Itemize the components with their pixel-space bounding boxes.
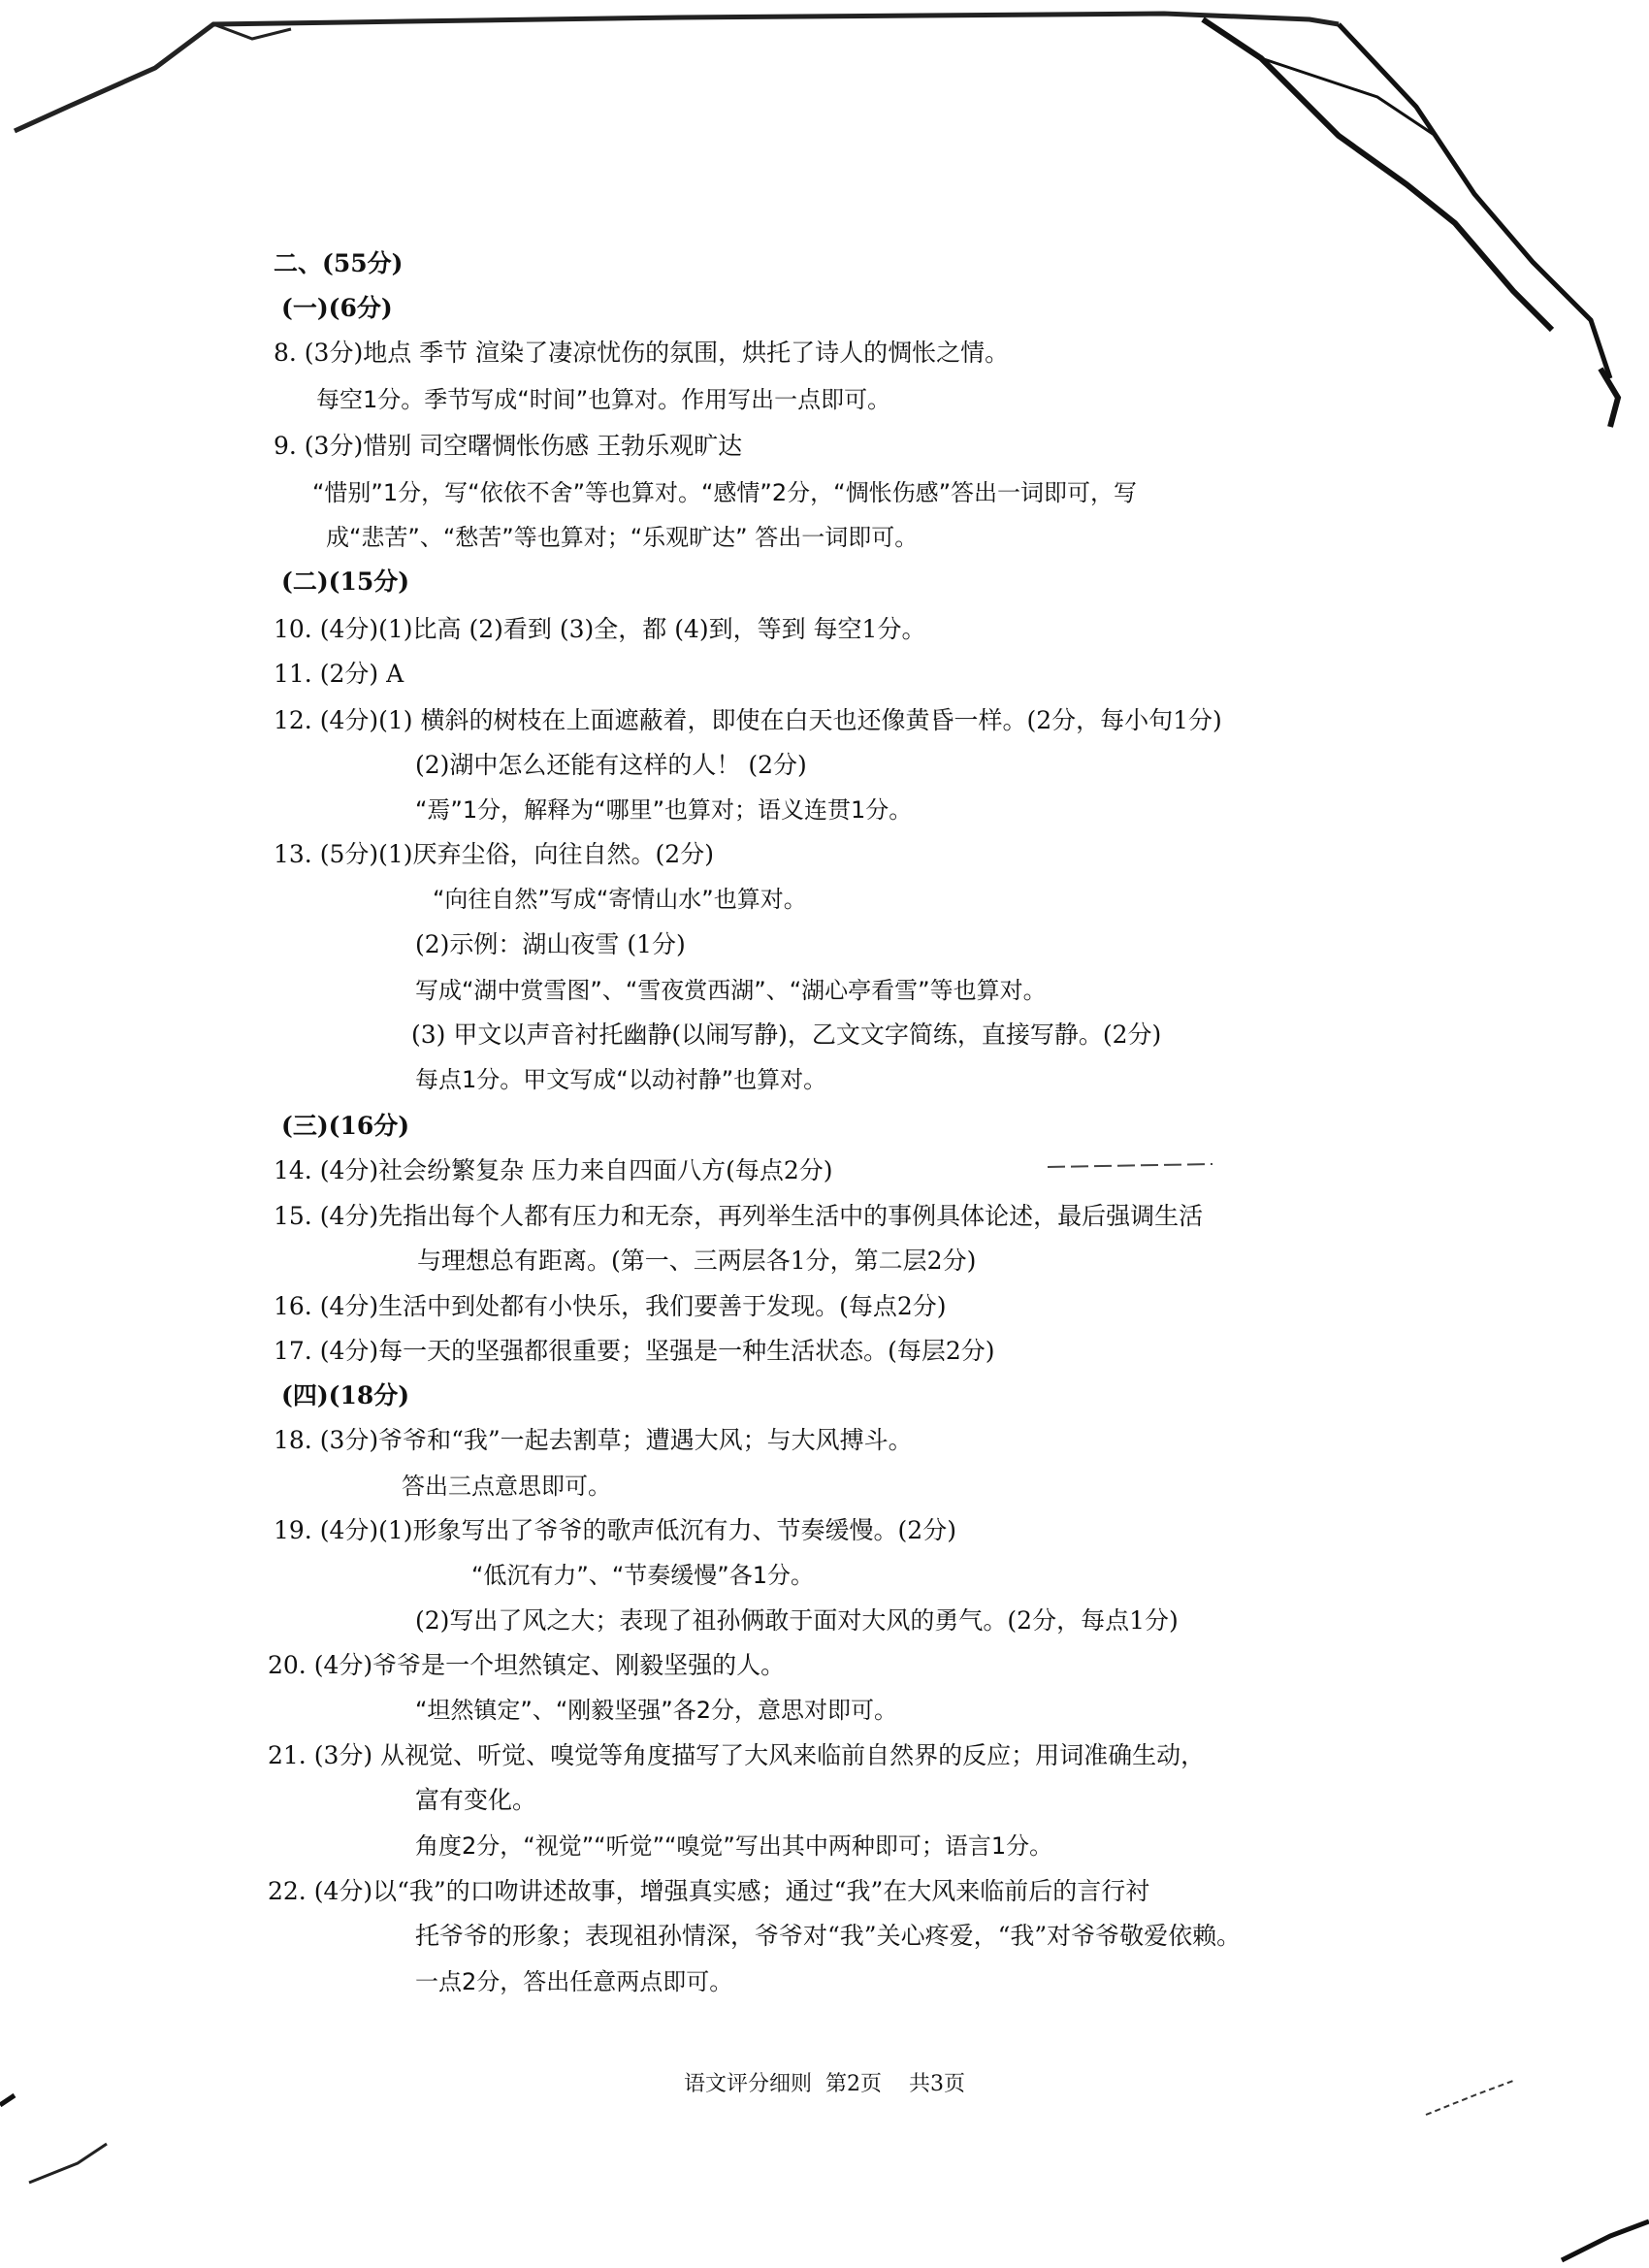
answer-q11: 11. (2分) A: [274, 660, 404, 688]
corner-fold-mark-3: [1261, 58, 1436, 136]
note-q22: 一点2分，答出任意两点即可。: [415, 1968, 733, 1995]
answer-q12-1: 12. (4分)(1) 横斜的树枝在上面遮蔽着，即使在白天也还像黄昏一样。(2分，每小句1分): [274, 706, 1222, 734]
answer-q15-line2: 与理想总有距离。(第一、三两层各1分，第二层2分): [417, 1247, 977, 1275]
right-edge-mark: [1600, 369, 1618, 427]
answer-q18: 18. (3分)爷爷和“我”一起去割草；遭遇大风；与大风搏斗。: [274, 1426, 913, 1454]
answer-q16: 16. (4分)生活中到处都有小快乐，我们要善于发现。(每点2分): [274, 1292, 947, 1320]
answer-q13-3: (3) 甲文以声音衬托幽静(以闹写静)，乙文文字简练，直接写静。(2分): [411, 1021, 1162, 1049]
corner-fold-mark-2: [1339, 24, 1610, 378]
answer-q14: 14. (4分)社会纷繁复杂 压力来自四面八方(每点2分): [274, 1156, 833, 1184]
answer-q22-line1: 22. (4分)以“我”的口吻讲述故事，增强真实感；通过“我”在大风来临前后的言行衬: [268, 1877, 1150, 1905]
note-q13-2: 写成“湖中赏雪图”、“雪夜赏西湖”、“湖心亭看雪”等也算对。: [415, 977, 1047, 1004]
answer-q20: 20. (4分)爷爷是一个坦然镇定、刚毅坚强的人。: [268, 1651, 786, 1679]
page-footer: 语文评分细则 第2页 共3页: [684, 2072, 965, 2096]
subsection-heading-4: (四)(18分): [281, 1381, 410, 1409]
subsection-heading-3: (三)(16分): [281, 1112, 410, 1140]
answer-q10: 10. (4分)(1)比高 (2)看到 (3)全，都 (4)到，等到 每空1分。: [274, 615, 926, 643]
corner-fold-mark: [1203, 19, 1552, 330]
answer-q15-line1: 15. (4分)先指出每个人都有压力和无奈，再列举生活中的事例具体论述，最后强调生活: [274, 1202, 1204, 1230]
section-heading-2: 二、(55分): [274, 249, 404, 277]
note-q21: 角度2分，“视觉”“听觉”“嗅觉”写出其中两种即可；语言1分。: [415, 1832, 1053, 1860]
answer-q21-line2: 富有变化。: [415, 1786, 537, 1814]
answer-q19-2: (2)写出了风之大；表现了祖孙俩敢于面对大风的勇气。(2分，每点1分): [415, 1606, 1179, 1635]
note-q18: 答出三点意思即可。: [402, 1473, 611, 1500]
note-q9-line1: “惜别”1分，写“依依不舍”等也算对。“感情”2分，“惆怅伤感”答出一词即可，写: [312, 479, 1138, 506]
answer-q17: 17. (4分)每一天的坚强都很重要；坚强是一种生活状态。(每层2分): [274, 1337, 995, 1365]
bottom-right-corner-mark: [1562, 2221, 1649, 2260]
top-edge-shadow-2: [213, 24, 291, 39]
note-q20: “坦然镇定”、“刚毅坚强”各2分，意思对即可。: [415, 1697, 898, 1724]
note-q9-line2: 成“悲苦”、“愁苦”等也算对；“乐观旷达” 答出一词即可。: [326, 524, 919, 551]
answer-q21-line1: 21. (3分) 从视觉、听觉、嗅觉等角度描写了大风来临前自然界的反应；用词准确生动，: [268, 1741, 1206, 1769]
dash-line-mark: [1048, 1164, 1212, 1167]
note-q13-3: 每点1分。甲文写成“以动衬静”也算对。: [415, 1066, 827, 1093]
answer-q13-1: 13. (5分)(1)厌弃尘俗，向往自然。(2分): [274, 840, 714, 868]
subsection-heading-2: (二)(15分): [281, 567, 410, 596]
answer-q12-2: (2)湖中怎么还能有这样的人！ (2分): [415, 751, 807, 779]
note-q12: “焉”1分，解释为“哪里”也算对；语义连贯1分。: [415, 796, 913, 824]
answer-q19-1: 19. (4分)(1)形象写出了爷爷的歌声低沉有力、节奏缓慢。(2分): [274, 1516, 956, 1544]
note-q8: 每空1分。季节写成“时间”也算对。作用写出一点即可。: [316, 386, 891, 413]
top-edge-shadow: [15, 14, 1339, 131]
answer-q13-2: (2)示例：湖山夜雪 (1分): [415, 930, 686, 958]
left-bottom-mark: [29, 2144, 107, 2183]
note-q19-1: “低沉有力”、“节奏缓慢”各1分。: [471, 1562, 815, 1589]
answer-q22-line2: 托爷爷的形象；表现祖孙情深，爷爷对“我”关心疼爱，“我”对爷爷敬爱依赖。: [415, 1922, 1242, 1950]
note-q13-1: “向往自然”写成“寄情山水”也算对。: [433, 886, 807, 913]
subsection-heading-1: (一)(6分): [281, 294, 393, 322]
answer-q9: 9. (3分)惜别 司空曙惆怅伤感 王勃乐观旷达: [274, 432, 743, 460]
answer-q8: 8. (3分)地点 季节 渲染了凄凉忧伤的氛围，烘托了诗人的惆怅之情。: [274, 339, 1010, 367]
